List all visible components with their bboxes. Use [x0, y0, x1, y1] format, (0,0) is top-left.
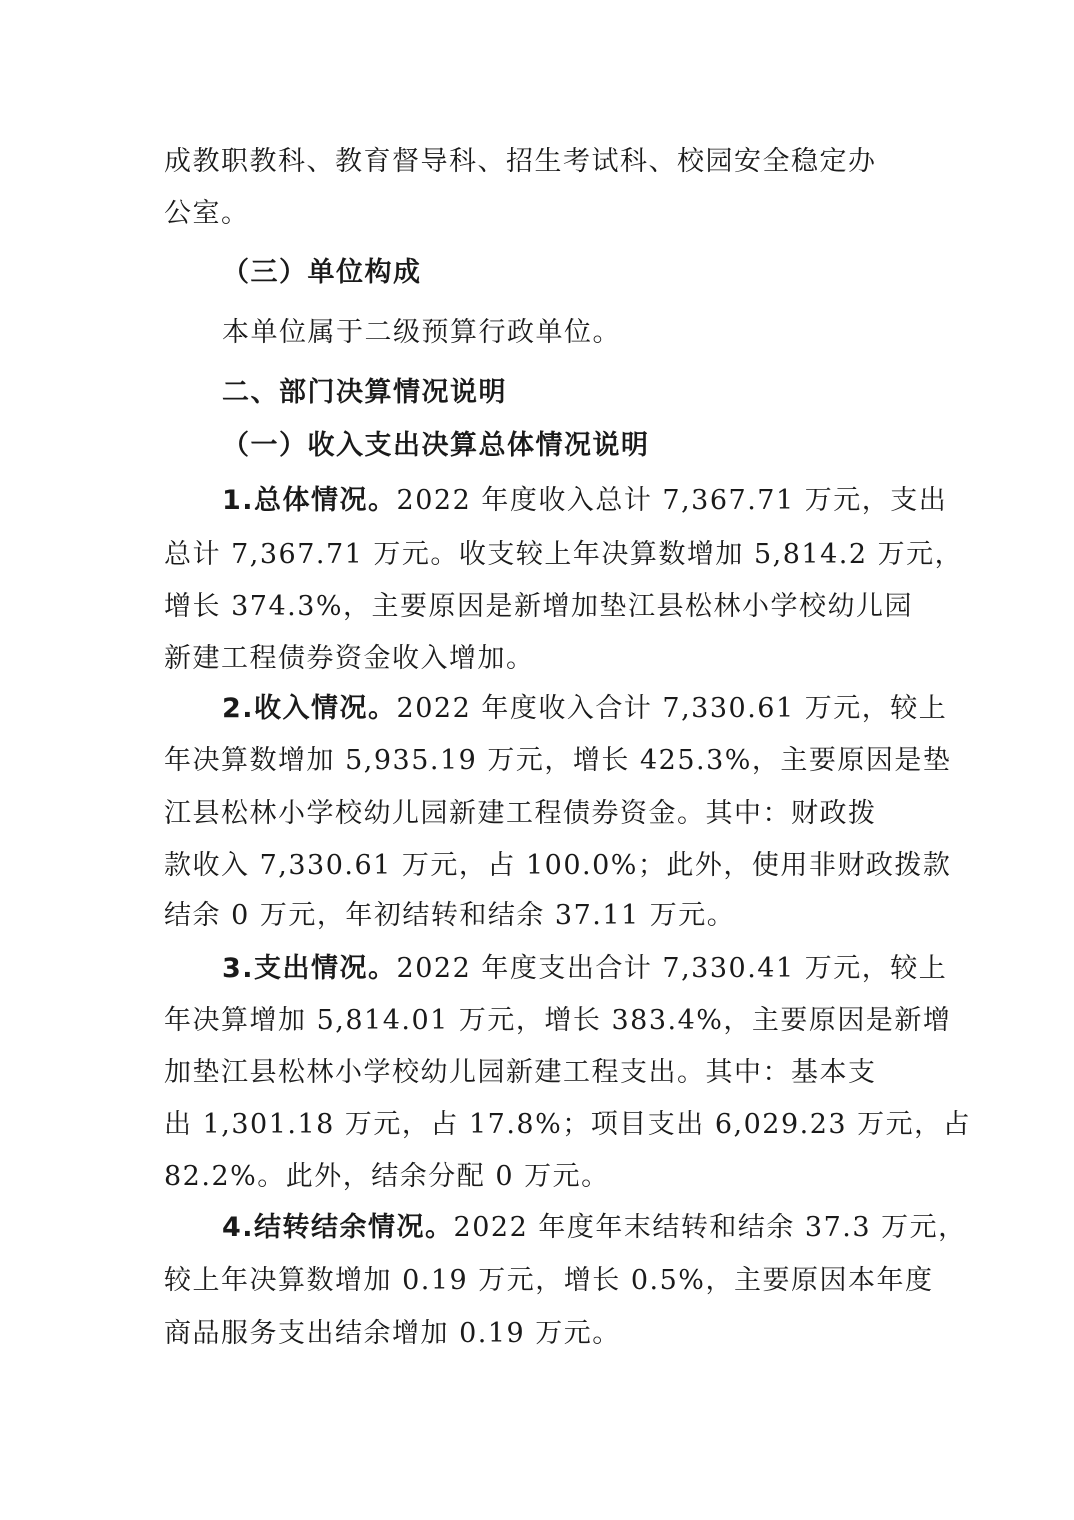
para-balance-line-2: 较上年决算数增加 0.19 万元，增长 0.5%，主要原因本年度: [164, 1265, 934, 1296]
para-overall-line-2: 总计 7,367.71 万元。收支较上年决算数增加 5,814.2 万元，: [164, 539, 964, 570]
para-expense-line-1: [222, 952, 947, 986]
para-income-line-2: 年决算数增加 5,935.19 万元，增长 425.3%，主要原因是垫: [164, 745, 952, 776]
subsection-heading-overall: （一）收入支出决算总体情况说明: [222, 430, 650, 461]
para-overall-lead: 1.总体情况。: [222, 485, 397, 516]
intro-line-2: 公室。: [164, 198, 250, 229]
unit-text: 本单位属于二级预算行政单位。: [222, 317, 621, 348]
para-overall-line-3: 增长 374.3%，主要原因是新增加垫江县松林小学校幼儿园: [164, 591, 914, 622]
para-balance-line-1: [222, 1211, 967, 1245]
para-expense-line-4: 出 1,301.18 万元，占 17.8%；项目支出 6,029.23 万元，占: [164, 1109, 972, 1140]
para-income-line-1-text: 2022 年度收入合计 7,330.61 万元，较上: [396, 693, 948, 724]
para-overall-line-4: 新建工程债券资金收入增加。: [164, 643, 535, 674]
para-income-line-1: [222, 692, 947, 726]
para-expense-line-3: 加垫江县松林小学校幼儿园新建工程支出。其中：基本支: [164, 1057, 877, 1088]
para-balance-line-1-text: 2022 年度年末结转和结余 37.3 万元，: [453, 1212, 967, 1243]
para-balance-lead: 4.结转结余情况。: [222, 1212, 454, 1243]
para-income-line-5: 结余 0 万元，年初结转和结余 37.11 万元。: [164, 900, 736, 931]
para-expense-lead: 3.支出情况。: [222, 953, 397, 984]
para-income-line-3: 江县松林小学校幼儿园新建工程债券资金。其中：财政拨: [164, 798, 877, 829]
intro-line-1: 成教职教科、教育督导科、招生考试科、校园安全稳定办: [164, 146, 877, 177]
para-income-lead: 2.收入情况。: [222, 693, 397, 724]
para-balance-line-3: 商品服务支出结余增加 0.19 万元。: [164, 1318, 621, 1349]
para-overall-line-1: [222, 484, 947, 518]
para-expense-line-1-text: 2022 年度支出合计 7,330.41 万元，较上: [396, 953, 948, 984]
section-heading-unit: （三）单位构成: [222, 257, 422, 288]
para-expense-line-2: 年决算增加 5,814.01 万元，增长 383.4%，主要原因是新增: [164, 1005, 952, 1036]
para-overall-line-1-text: 2022 年度收入总计 7,367.71 万元，支出: [396, 485, 948, 516]
para-income-line-4: 款收入 7,330.61 万元，占 100.0%；此外，使用非财政拨款: [164, 850, 952, 881]
section-heading-two: 二、部门决算情况说明: [222, 377, 507, 408]
para-expense-line-5: 82.2%。此外，结余分配 0 万元。: [164, 1161, 610, 1192]
